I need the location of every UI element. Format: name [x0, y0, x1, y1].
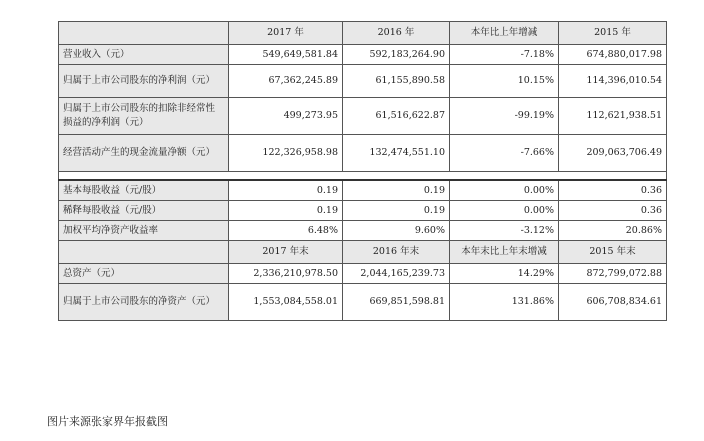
table-cell: 549,649,581.84: [229, 45, 343, 65]
table-cell: 61,155,890.58: [343, 65, 450, 98]
row-label: 经营活动产生的现金流量净额（元）: [59, 135, 229, 172]
table-cell: 0.19: [343, 201, 450, 221]
row-label: 归属于上市公司股东的净资产（元）: [59, 284, 229, 321]
table-cell: 9.60%: [343, 221, 450, 241]
row-label: 基本每股收益（元/股）: [59, 180, 229, 201]
table-cell: 114,396,010.54: [559, 65, 667, 98]
row-label: 归属于上市公司股东的扣除非经常性损益的净利润（元）: [59, 98, 229, 135]
table-cell: -99.19%: [450, 98, 559, 135]
table-cell: 6.48%: [229, 221, 343, 241]
table-cell: -3.12%: [450, 221, 559, 241]
row-label: 总资产（元）: [59, 264, 229, 284]
row-label: 稀释每股收益（元/股）: [59, 201, 229, 221]
table-row: [59, 65, 667, 98]
table-cell: 2,336,210,978.50: [229, 264, 343, 284]
table-row: [59, 264, 667, 284]
header-cell: [59, 22, 229, 45]
row-label: 加权平均净资产收益率: [59, 221, 229, 241]
table-cell: 592,183,264.90: [343, 45, 450, 65]
table-cell: 122,326,958.98: [229, 135, 343, 172]
table-cell: -7.18%: [450, 45, 559, 65]
table-cell: 499,273.95: [229, 98, 343, 135]
table-cell: 2,044,165,239.73: [343, 264, 450, 284]
table-cell: -7.66%: [450, 135, 559, 172]
table-cell: 0.19: [343, 180, 450, 201]
table-cell: 872,799,072.88: [559, 264, 667, 284]
row-label: 归属于上市公司股东的净利润（元）: [59, 65, 229, 98]
table-cell: 0.19: [229, 201, 343, 221]
header-cell: [59, 241, 229, 264]
header-cell: 2017 年: [229, 22, 343, 45]
table-cell: 112,621,938.51: [559, 98, 667, 135]
table-cell: 61,516,622.87: [343, 98, 450, 135]
header-cell: 本年末比上年末增减: [450, 241, 559, 264]
table-cell: 0.36: [559, 201, 667, 221]
header-cell: 2016 年: [343, 22, 450, 45]
table-row: [59, 135, 667, 172]
table-cell: 14.29%: [450, 264, 559, 284]
image-source-caption: 图片来源张家界年报截图: [47, 415, 168, 428]
table-cell: 0.00%: [450, 180, 559, 201]
table-cell: 674,880,017.98: [559, 45, 667, 65]
header-cell: 2017 年末: [229, 241, 343, 264]
table-row: [59, 201, 667, 221]
financial-summary-table: [58, 21, 667, 321]
table-row: [59, 98, 667, 135]
table-row: [59, 45, 667, 65]
header-cell: 本年比上年增减: [450, 22, 559, 45]
table-row: [59, 284, 667, 321]
table-row: [59, 221, 667, 241]
table-cell: 1,553,084,558.01: [229, 284, 343, 321]
gap-cell: [59, 172, 667, 181]
table-header-row: [59, 22, 667, 45]
section-gap: [59, 172, 667, 181]
header-cell: 2016 年末: [343, 241, 450, 264]
table-cell: 0.19: [229, 180, 343, 201]
table-cell: 131.86%: [450, 284, 559, 321]
table-header-row: [59, 241, 667, 264]
table-row: [59, 180, 667, 201]
table-cell: 132,474,551.10: [343, 135, 450, 172]
table-cell: 209,063,706.49: [559, 135, 667, 172]
header-cell: 2015 年: [559, 22, 667, 45]
table-cell: 669,851,598.81: [343, 284, 450, 321]
table-cell: 10.15%: [450, 65, 559, 98]
header-cell: 2015 年末: [559, 241, 667, 264]
row-label: 营业收入（元）: [59, 45, 229, 65]
table-cell: 20.86%: [559, 221, 667, 241]
table-cell: 67,362,245.89: [229, 65, 343, 98]
table-cell: 606,708,834.61: [559, 284, 667, 321]
table-cell: 0.00%: [450, 201, 559, 221]
table-cell: 0.36: [559, 180, 667, 201]
